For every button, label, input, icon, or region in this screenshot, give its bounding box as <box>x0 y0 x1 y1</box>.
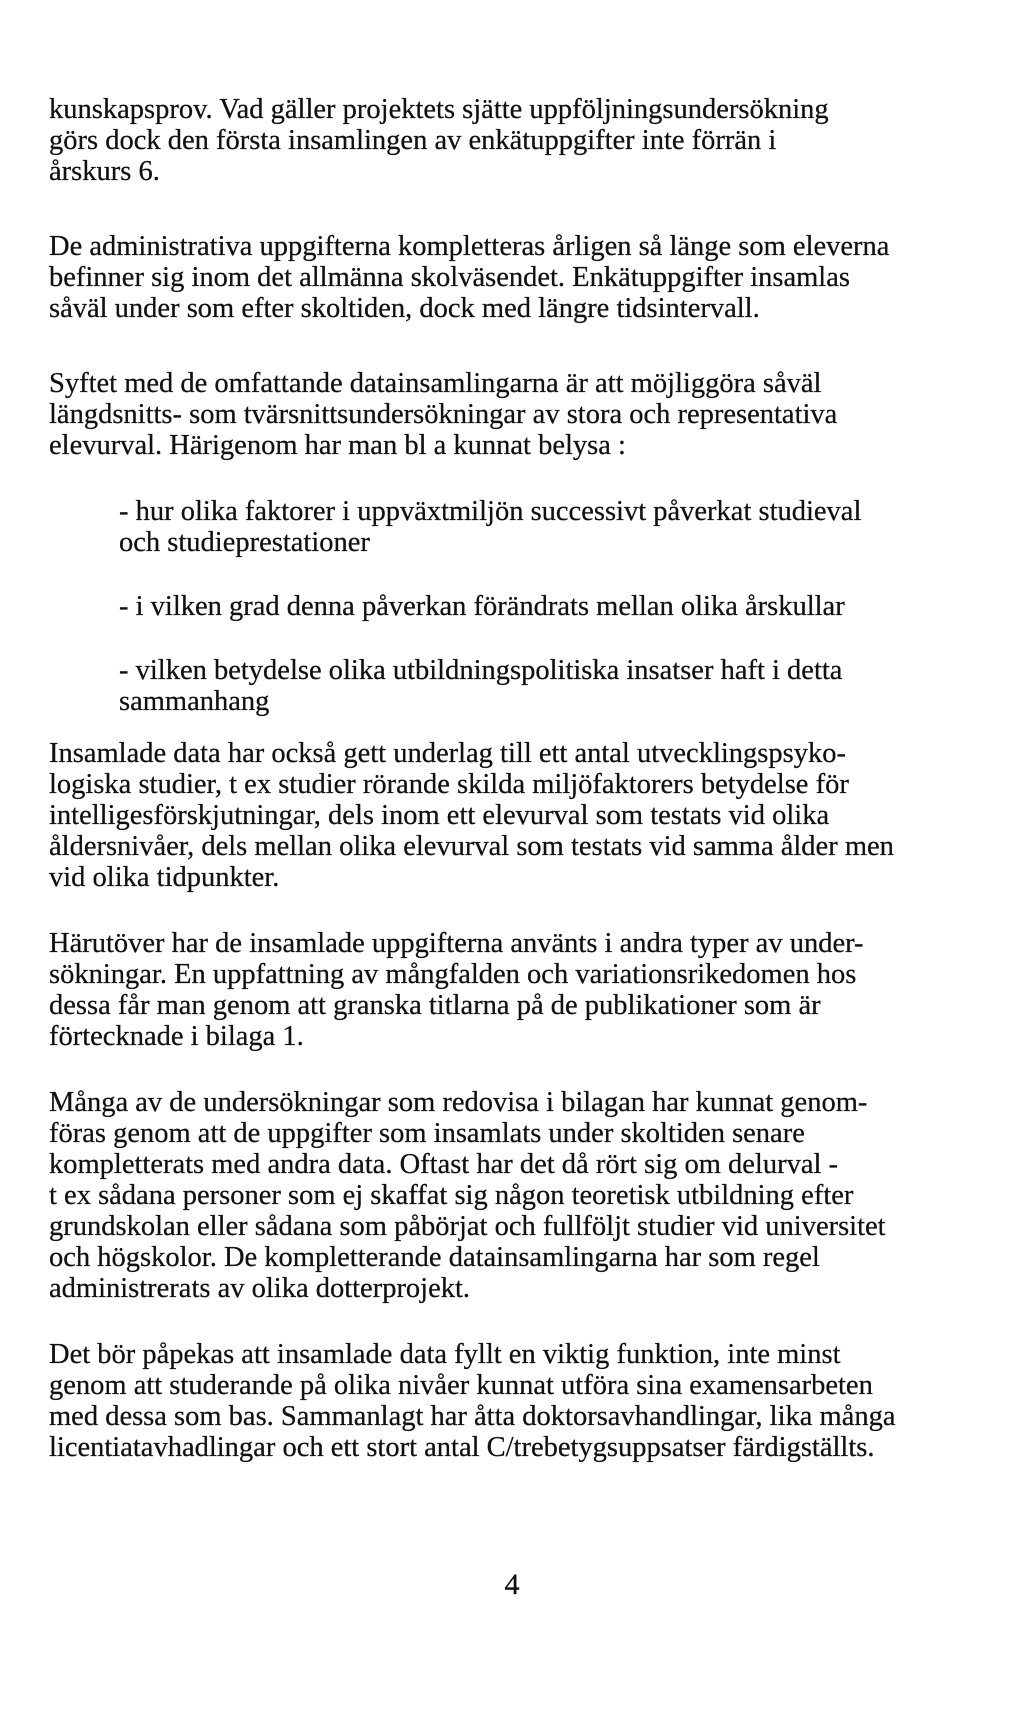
text-line: intelligesförskjutningar, dels inom ett elevurval som testats vid olika <box>49 800 830 831</box>
text-line: licentiatavhadlingar och ett stort antal C/trebetygsuppsatser färdigställts. <box>49 1432 875 1463</box>
paragraph-spacer <box>49 461 949 496</box>
body-text <box>49 94 949 1463</box>
paragraph-spacer <box>49 324 949 368</box>
text-line: sammanhang <box>119 686 270 717</box>
paragraph-followup-survey <box>49 94 949 187</box>
text-line: t ex sådana personer som ej skaffat sig någon teoretisk utbildning efter <box>49 1180 854 1211</box>
bullet-item <box>119 591 949 622</box>
text-line: årskurs 6. <box>49 156 160 187</box>
paragraph-purpose <box>49 368 949 461</box>
text-line: elevurval. Härigenom har man bl a kunnat belysa : <box>49 430 626 461</box>
text-line: och högskolor. De kompletterande datainsamlingarna har som regel <box>49 1242 820 1273</box>
text-line: längdsnitts- som tvärsnittsundersökningar av stora och representativa <box>49 399 838 430</box>
bullet-item <box>119 496 949 558</box>
text-line: logiska studier, t ex studier rörande skilda miljöfaktorers betydelse för <box>49 769 849 800</box>
paragraph-spacer <box>49 558 949 591</box>
paragraph-spacer <box>49 1304 949 1339</box>
paragraph-spacer <box>49 187 949 231</box>
bullet-item <box>119 655 949 717</box>
text-line: dessa får man genom att granska titlarna på de publikationer som är <box>49 990 821 1021</box>
paragraph-spacer <box>49 717 949 738</box>
paragraph-other-studies <box>49 928 949 1052</box>
text-line: - hur olika faktorer i uppväxtmiljön successivt påverkat studieval <box>119 496 862 527</box>
paragraph-developmental-studies <box>49 738 949 893</box>
text-line: Insamlade data har också gett underlag till ett antal utvecklingspsyko- <box>49 738 846 769</box>
text-line: Många av de undersökningar som redovisa i bilagan har kunnat genom- <box>49 1087 868 1118</box>
text-line: görs dock den första insamlingen av enkätuppgifter inte förrän i <box>49 125 777 156</box>
paragraph-spacer <box>49 893 949 928</box>
text-line: genom att studerande på olika nivåer kunnat utföra sina examensarbeten <box>49 1370 873 1401</box>
text-line: och studieprestationer <box>119 527 370 558</box>
text-line: Det bör påpekas att insamlade data fyllt en viktig funktion, inte minst <box>49 1339 841 1370</box>
paragraph-spacer <box>49 622 949 655</box>
text-line: kompletterats med andra data. Oftast har det då rört sig om delurval - <box>49 1149 839 1180</box>
text-line: kunskapsprov. Vad gäller projektets sjätte uppföljningsundersökning <box>49 94 829 125</box>
text-line: Härutöver har de insamlade uppgifterna använts i andra typer av under- <box>49 928 864 959</box>
text-line: åldersnivåer, dels mellan olika elevurval som testats vid samma ålder men <box>49 831 894 862</box>
page-number: 4 <box>504 1568 520 1601</box>
text-line: såväl under som efter skoltiden, dock med längre tidsintervall. <box>49 293 760 324</box>
text-line: vid olika tidpunkter. <box>49 862 280 893</box>
text-line: - i vilken grad denna påverkan förändrats mellan olika årskullar <box>119 591 845 622</box>
text-line: administrerats av olika dotterprojekt. <box>49 1273 471 1304</box>
paragraph-spacer <box>49 1052 949 1087</box>
text-line: sökningar. En uppfattning av mångfalden och variationsrikedomen hos <box>49 959 857 990</box>
text-line: befinner sig inom det allmänna skolväsendet. Enkätuppgifter insamlas <box>49 262 850 293</box>
text-line: förtecknade i bilaga 1. <box>49 1021 304 1052</box>
text-line: Syftet med de omfattande datainsamlingarna är att möjliggöra såväl <box>49 368 822 399</box>
text-line: föras genom att de uppgifter som insamlats under skoltiden senare <box>49 1118 805 1149</box>
paragraph-theses <box>49 1339 949 1463</box>
text-line: - vilken betydelse olika utbildningspolitiska insatser haft i detta <box>119 655 843 686</box>
paragraph-administrative-data <box>49 231 949 324</box>
text-line: De administrativa uppgifterna kompletteras årligen så länge som eleverna <box>49 231 890 262</box>
text-line: med dessa som bas. Sammanlagt har åtta doktorsavhandlingar, lika många <box>49 1401 896 1432</box>
text-line: grundskolan eller sådana som påbörjat och fullföljt studier vid universitet <box>49 1211 886 1242</box>
paragraph-subsamples <box>49 1087 949 1304</box>
